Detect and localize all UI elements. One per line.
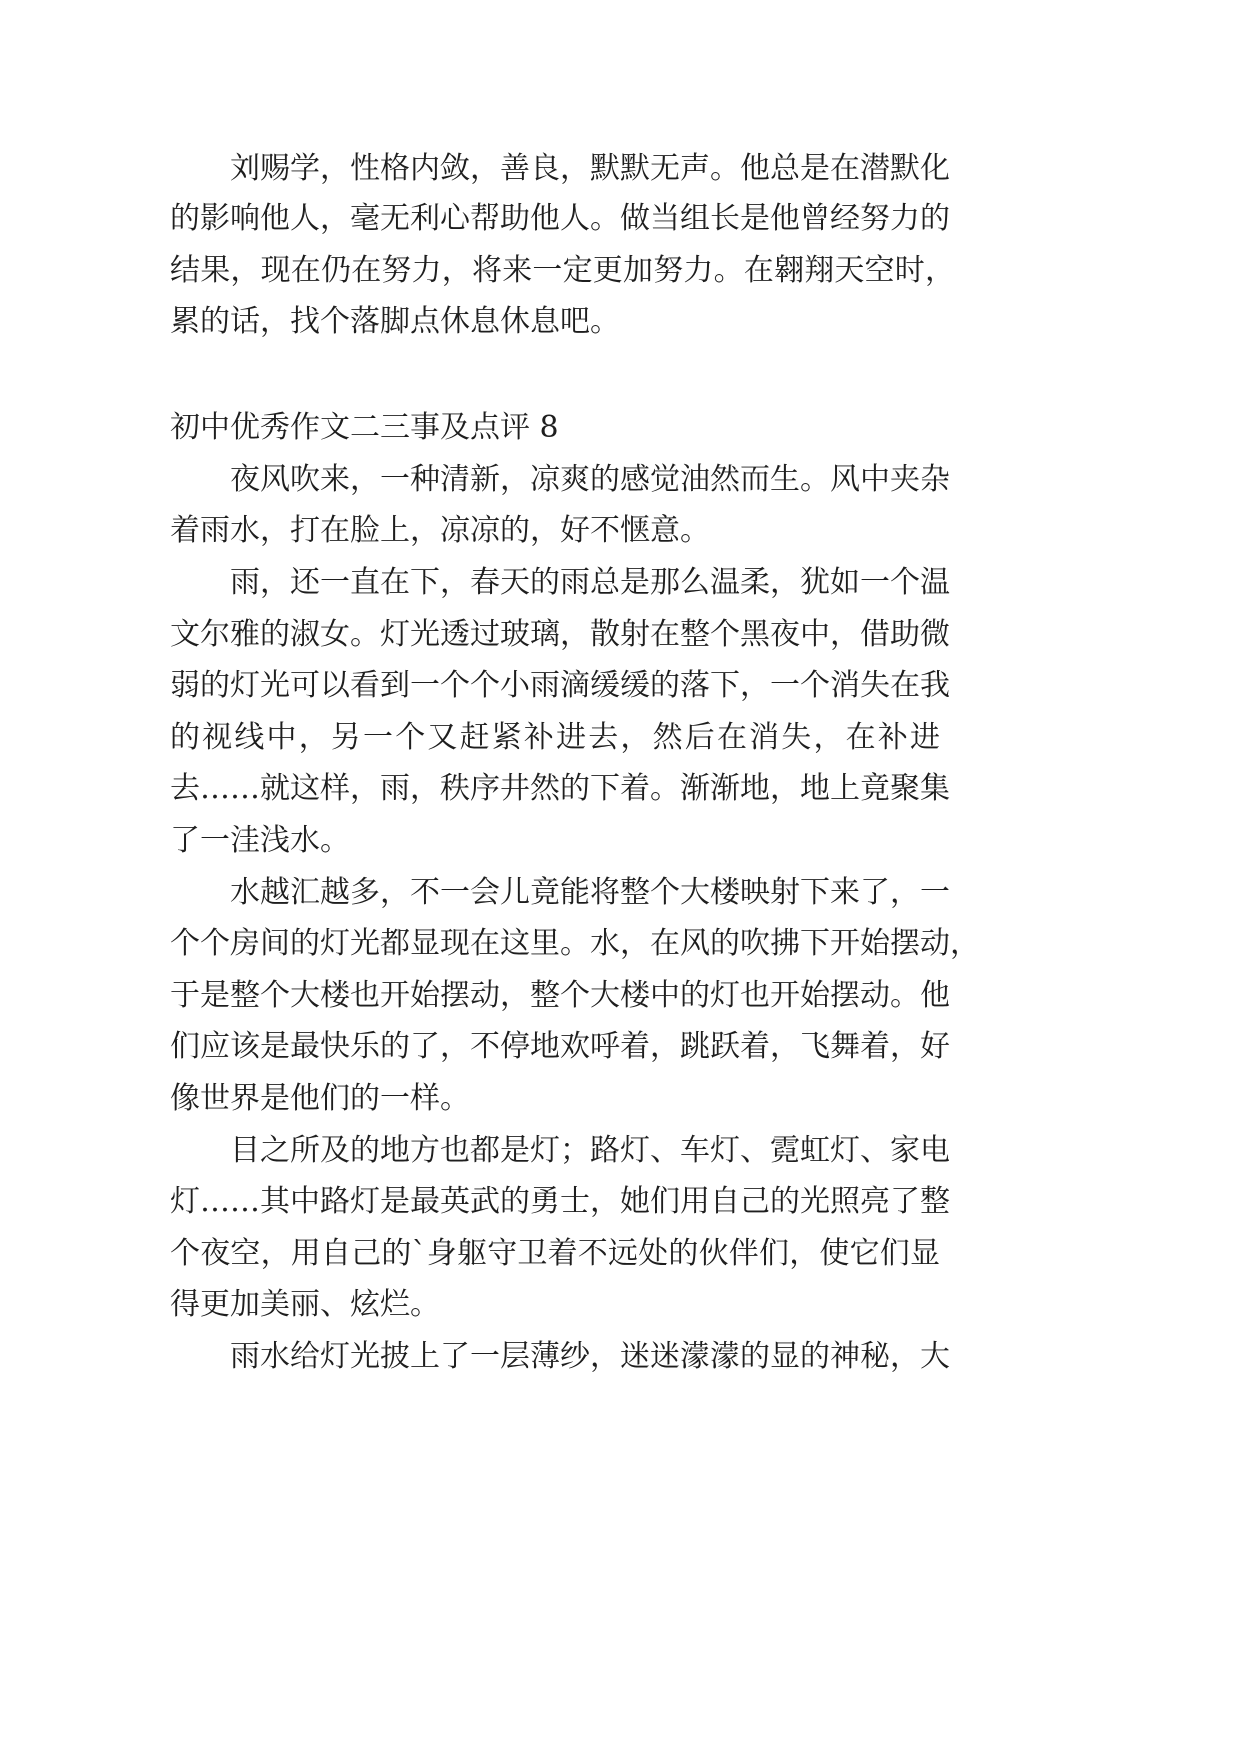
paragraph-4-line-2: 个个房间的灯光都显现在这里。水，在风的吹拂下开始摆动， (170, 926, 980, 961)
paragraph-3-line-6: 了一洼浅水。 (170, 823, 350, 858)
paragraph-2-line-1: 夜风吹来，一种清新，凉爽的感觉油然而生。风中夹杂 (230, 462, 950, 497)
paragraph-5-line-2: 灯……其中路灯是最英武的勇士，她们用自己的光照亮了整 (170, 1184, 950, 1219)
paragraph-4-line-3: 于是整个大楼也开始摆动，整个大楼中的灯也开始摆动。他 (170, 978, 950, 1013)
paragraph-3-line-1: 雨，还一直在下，春天的雨总是那么温柔，犹如一个温 (230, 565, 950, 600)
paragraph-1-line-2: 的影响他人，毫无利心帮助他人。做当组长是他曾经努力的 (170, 201, 950, 236)
paragraph-1-line-4: 累的话，找个落脚点休息休息吧。 (170, 304, 620, 339)
section-title: 初中优秀作文二三事及点评 8 (170, 410, 559, 445)
paragraph-4-line-5: 像世界是他们的一样。 (170, 1081, 470, 1116)
paragraph-2-line-2: 着雨水，打在脸上，凉凉的，好不惬意。 (170, 513, 710, 548)
paragraph-3-line-4: 的视线中，另一个又赶紧补进去，然后在消失，在补进 (170, 720, 940, 755)
paragraph-4-line-4: 们应该是最快乐的了，不停地欢呼着，跳跃着，飞舞着，好 (170, 1029, 950, 1064)
paragraph-3-line-5: 去……就这样，雨，秩序井然的下着。渐渐地，地上竟聚集 (170, 771, 950, 806)
paragraph-3-line-2: 文尔雅的淑女。灯光透过玻璃，散射在整个黑夜中，借助微 (170, 617, 950, 652)
paragraph-5-line-3: 个夜空，用自己的`身躯守卫着不远处的伙伴们，使它们显 (170, 1236, 940, 1271)
paragraph-6-line-1: 雨水给灯光披上了一层薄纱，迷迷濛濛的显的神秘，大 (230, 1339, 950, 1374)
paragraph-3-line-3: 弱的灯光可以看到一个个小雨滴缓缓的落下，一个消失在我 (170, 668, 950, 703)
paragraph-1-line-3: 结果，现在仍在努力，将来一定更加努力。在翱翔天空时， (170, 253, 955, 288)
paragraph-5-line-1: 目之所及的地方也都是灯；路灯、车灯、霓虹灯、家电 (230, 1133, 950, 1168)
paragraph-5-line-4: 得更加美丽、炫烂。 (170, 1287, 440, 1322)
paragraph-1-line-1: 刘赐学，性格内敛，善良，默默无声。他总是在潜默化 (230, 151, 950, 186)
paragraph-4-line-1: 水越汇越多，不一会儿竟能将整个大楼映射下来了，一 (230, 875, 950, 910)
